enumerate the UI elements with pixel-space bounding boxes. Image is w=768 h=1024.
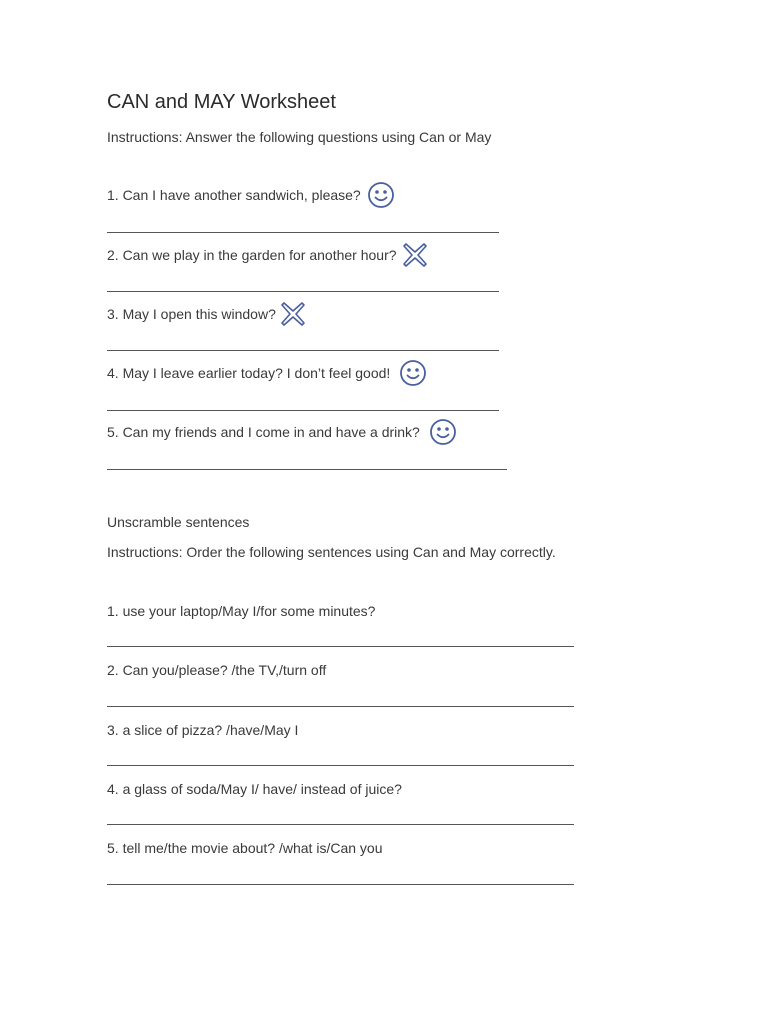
unscramble-item-3: 3. a slice of pizza? /have/May I <box>107 722 299 738</box>
cross-icon <box>279 300 307 328</box>
question-text: 5. Can my friends and I come in and have a drink? <box>107 424 420 440</box>
question-1 <box>107 181 395 209</box>
question-text: 2. Can we play in the garden for another hour? <box>107 247 397 263</box>
answer-line-5[interactable] <box>107 469 507 470</box>
question-text: 1. Can I have another sandwich, please? <box>107 187 361 203</box>
smiley-icon <box>367 181 395 209</box>
question-2 <box>107 241 429 269</box>
unscramble-item-2: 2. Can you/please? /the TV,/turn off <box>107 662 327 678</box>
unscramble-answer-line-4[interactable] <box>107 824 574 825</box>
answer-line-3[interactable] <box>107 350 499 351</box>
answer-line-1[interactable] <box>107 232 499 233</box>
unscramble-answer-line-2[interactable] <box>107 706 574 707</box>
unscramble-item-1: 1. use your laptop/May I/for some minutes? <box>107 603 376 619</box>
section1-instructions: Instructions: Answer the following questions using Can or May <box>107 129 492 145</box>
cross-icon <box>401 241 429 269</box>
question-5 <box>107 418 457 446</box>
section2-heading: Unscramble sentences <box>107 514 250 530</box>
question-text: 4. May I leave earlier today? I don’t feel good! <box>107 365 391 381</box>
smiley-icon <box>429 418 457 446</box>
section2-instructions: Instructions: Order the following sentences using Can and May correctly. <box>107 544 556 560</box>
answer-line-4[interactable] <box>107 410 499 411</box>
unscramble-item-4: 4. a glass of soda/May I/ have/ instead of juice? <box>107 781 402 797</box>
page-title: CAN and MAY Worksheet <box>107 91 336 113</box>
question-text: 3. May I open this window? <box>107 306 276 322</box>
unscramble-item-5: 5. tell me/the movie about? /what is/Can you <box>107 840 383 856</box>
question-4 <box>107 359 427 387</box>
question-3 <box>107 300 307 328</box>
answer-line-2[interactable] <box>107 291 499 292</box>
unscramble-answer-line-1[interactable] <box>107 646 574 647</box>
smiley-icon <box>399 359 427 387</box>
unscramble-answer-line-5[interactable] <box>107 884 574 885</box>
unscramble-answer-line-3[interactable] <box>107 765 574 766</box>
